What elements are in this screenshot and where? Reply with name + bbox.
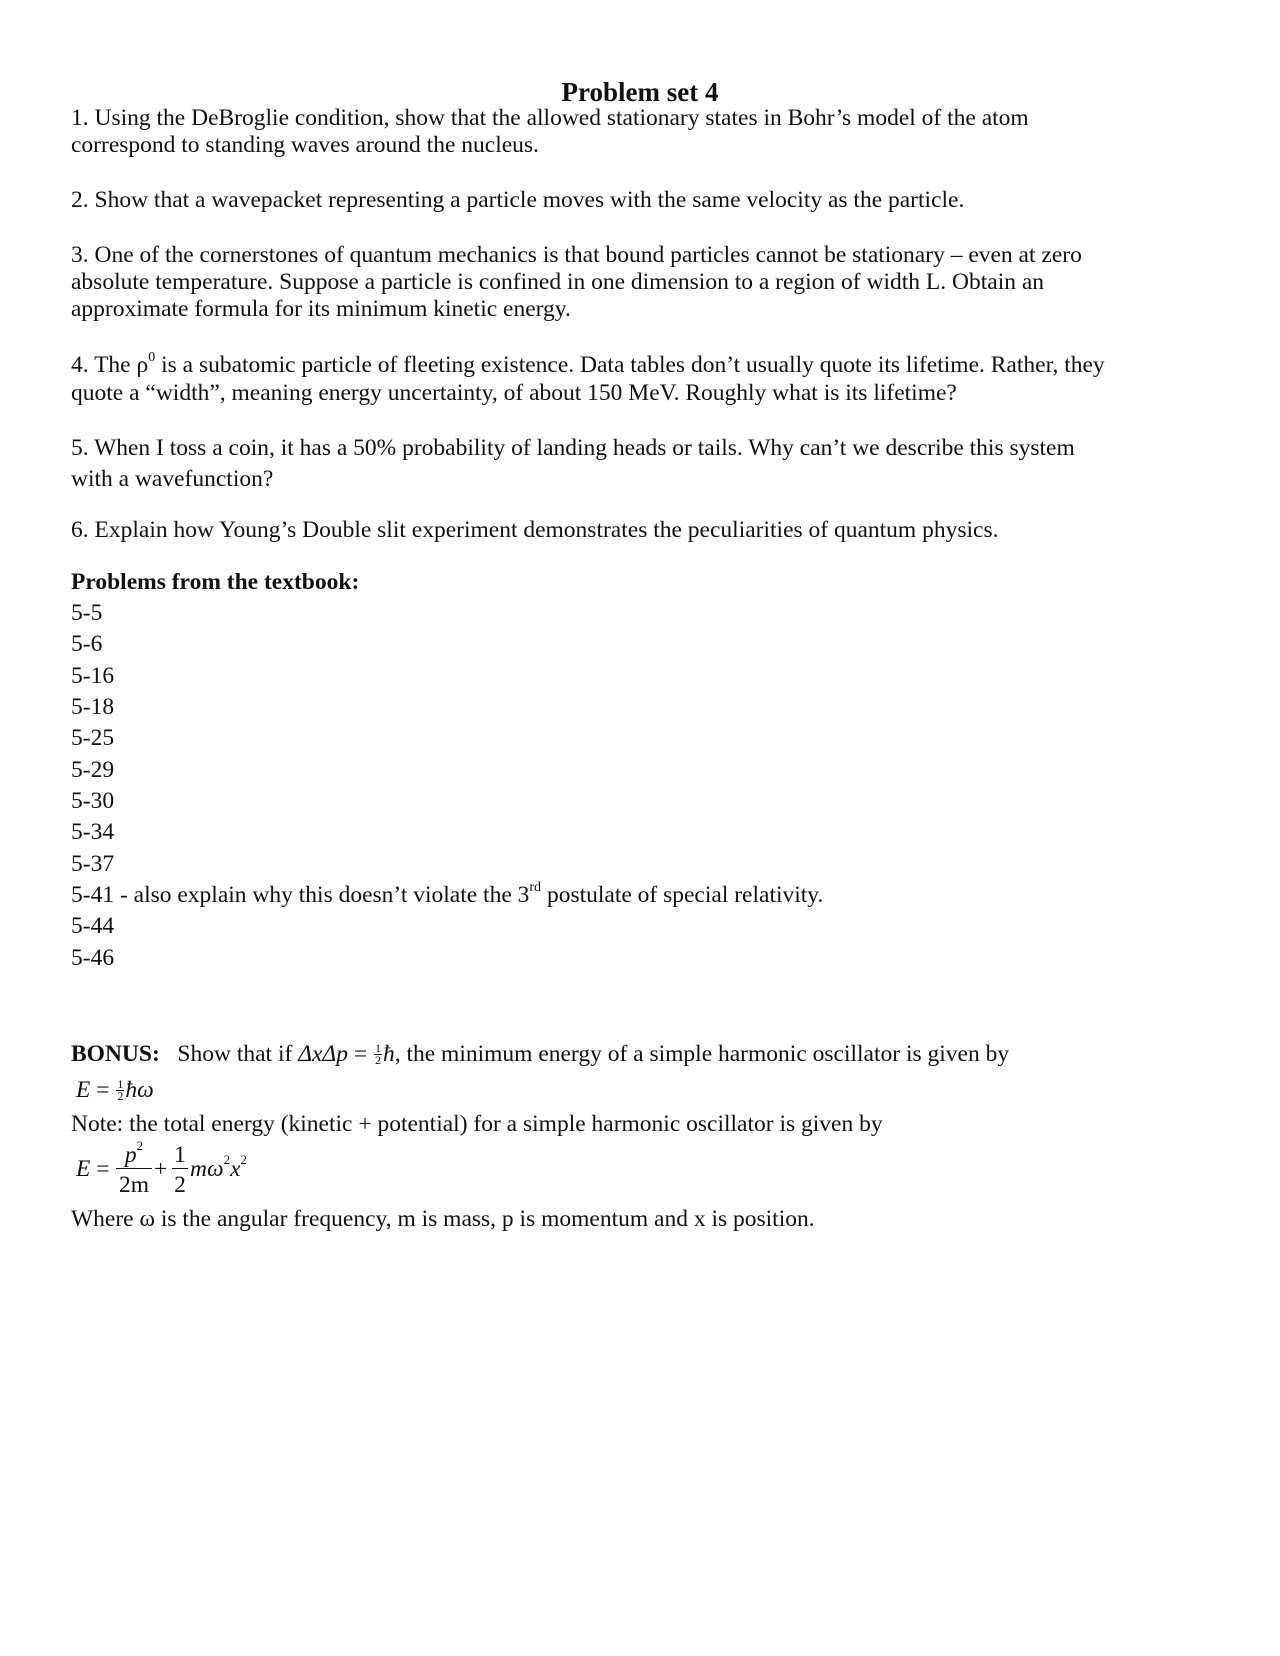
question-5-line-1: 5. When I toss a coin, it has a 50% probability of landing heads or tails. Why can’t we describe this system [71,435,1075,461]
momentum-symbol: p [124,1142,137,1168]
fraction-numerator: 1 [117,1077,124,1091]
fraction-bar [116,1168,152,1169]
problem-5-41-pre: 5-41 - also explain why this doesn’t violate the 3 [71,882,530,908]
total-energy-lhs [76,1155,110,1183]
one-numerator: 1 [174,1142,186,1168]
hbar-symbol: ħ [382,1041,395,1067]
fraction-denominator: 2 [374,1053,381,1067]
textbook-problem-5-41 [71,881,823,909]
two-denominator: 2 [174,1172,186,1198]
fraction-bar [172,1168,188,1169]
question-1-line-1: 1. Using the DeBroglie condition, show that the allowed stationary states in Bohr’s model of the atom [71,105,1029,131]
bonus-where: Where ω is the angular frequency, m is mass, p is momentum and x is position. [71,1206,815,1232]
question-2: 2. Show that a wavepacket representing a particle moves with the same velocity as the particle. [71,187,965,213]
half-fraction [374,1043,382,1066]
two-m-denominator [116,1172,152,1198]
page-title: Problem set 4 [561,77,719,107]
momentum-squared [118,1138,150,1168]
half-fraction [116,1079,124,1102]
textbook-problem: 5-44 [71,913,115,939]
m-omega: mω [190,1156,224,1182]
question-4-superscript: 0 [148,350,156,365]
question-4-post: is a subatomic particle of fleeting existence. Data tables don’t usually quote its lifetime. Rather, they [155,352,1105,378]
hbar-omega: ħω [125,1077,154,1103]
bonus-line-1 [71,1040,1009,1068]
question-4-pre: 4. The ρ [71,352,149,378]
textbook-problem: 5-46 [71,945,115,971]
plus-sign: + [154,1156,168,1182]
equals-sign: = [90,1156,110,1182]
textbook-problem: 5-16 [71,663,115,689]
textbook-problem: 5-30 [71,788,115,814]
bonus-text-post: , the minimum energy of a simple harmonic oscillator is given by [394,1041,1010,1067]
equals-sign: = [347,1041,373,1067]
two-m: 2m [118,1172,150,1198]
minimum-energy-equation [76,1076,154,1104]
question-3-line-1: 3. One of the cornerstones of quantum mechanics is that bound particles cannot be stationary – even at zero [71,242,1082,268]
textbook-problem: 5-37 [71,851,115,877]
textbook-problem: 5-18 [71,694,115,720]
potential-term [190,1152,248,1183]
problem-5-41-post: postulate of special relativity. [541,882,824,908]
textbook-problem: 5-25 [71,725,115,751]
fraction-denominator: 2 [117,1089,124,1103]
energy-symbol: E [76,1077,91,1103]
uncertainty-lhs: ΔxΔp [298,1041,348,1067]
question-3-line-3: approximate formula for its minimum kinetic energy. [71,296,571,322]
omega-exponent: 2 [223,1152,231,1167]
energy-symbol: E [76,1156,91,1182]
question-4-line-1 [71,351,1105,379]
problem-5-41-superscript: rd [529,880,542,895]
question-5-line-2: with a wavefunction? [71,466,274,492]
bonus-note: Note: the total energy (kinetic + potential) for a simple harmonic oscillator is given by [71,1111,883,1137]
equals-sign: = [90,1077,116,1103]
textbook-problem: 5-6 [71,631,103,657]
textbook-heading: Problems from the textbook: [71,569,360,595]
momentum-exponent: 2 [136,1138,144,1153]
position-symbol: x [230,1156,241,1182]
question-3-line-2: absolute temperature. Suppose a particle is confined in one dimension to a region of width L. Obtain an [71,269,1045,295]
question-1-line-2: correspond to standing waves around the nucleus. [71,132,539,158]
bonus-label: BONUS: [71,1041,160,1067]
position-exponent: 2 [240,1152,248,1167]
question-6: 6. Explain how Young’s Double slit experiment demonstrates the peculiarities of quantum physics. [71,517,999,543]
bonus-text-pre: Show that if [177,1041,299,1067]
question-4-line-2: quote a “width”, meaning energy uncertainty, of about 150 MeV. Roughly what is its lifetime? [71,380,957,406]
textbook-problem: 5-5 [71,600,103,626]
textbook-problem: 5-29 [71,757,115,783]
textbook-problem: 5-34 [71,819,115,845]
fraction-numerator: 1 [374,1041,381,1055]
